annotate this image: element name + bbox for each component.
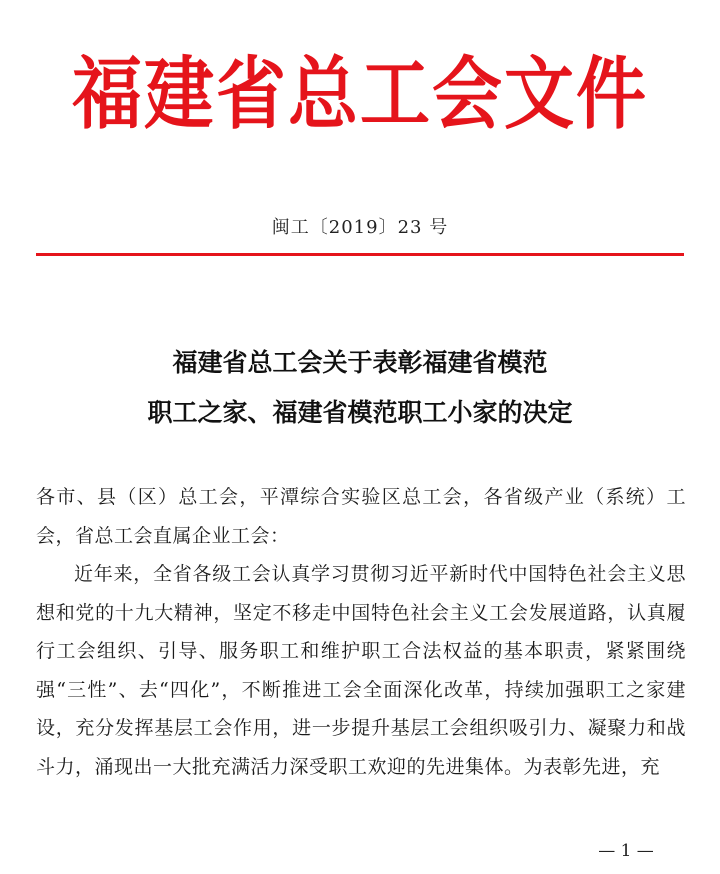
red-divider-line: [36, 253, 684, 256]
document-title-line-2: 职工之家、福建省模范职工小家的决定: [147, 398, 573, 427]
document-title-line-1: 福建省总工会关于表彰福建省模范: [172, 348, 548, 377]
body-paragraph: 近年来，全省各级工会认真学习贯彻习近平新时代中国特色社会主义思想和党的十九大精神，坚定不移走中国特色社会主义工会发展道路，认真履行工会组织、引导、服务职工和维护职工合法权益的基本职责，紧紧围绕强“三性”、去“四化”，不断推进工会全面深化改革，持续加强职工之家建设，充分发挥基层工会作用，进一步提升基层工会组织吸引力、凝聚力和战斗力，涌现出一大批充满活力深受职工欢迎的先进集体。为表彰先进，充: [36, 563, 686, 778]
document-title: [0, 338, 720, 438]
page-number: — 1 —: [598, 841, 654, 861]
document-number: 闽工〔2019〕23 号: [271, 217, 449, 238]
masthead-title: 福建省总工会文件: [72, 46, 648, 140]
salutation: 各市、县（区）总工会，平潭综合实验区总工会，各省级产业（系统）工会，省总工会直属企业工会：: [36, 486, 686, 547]
